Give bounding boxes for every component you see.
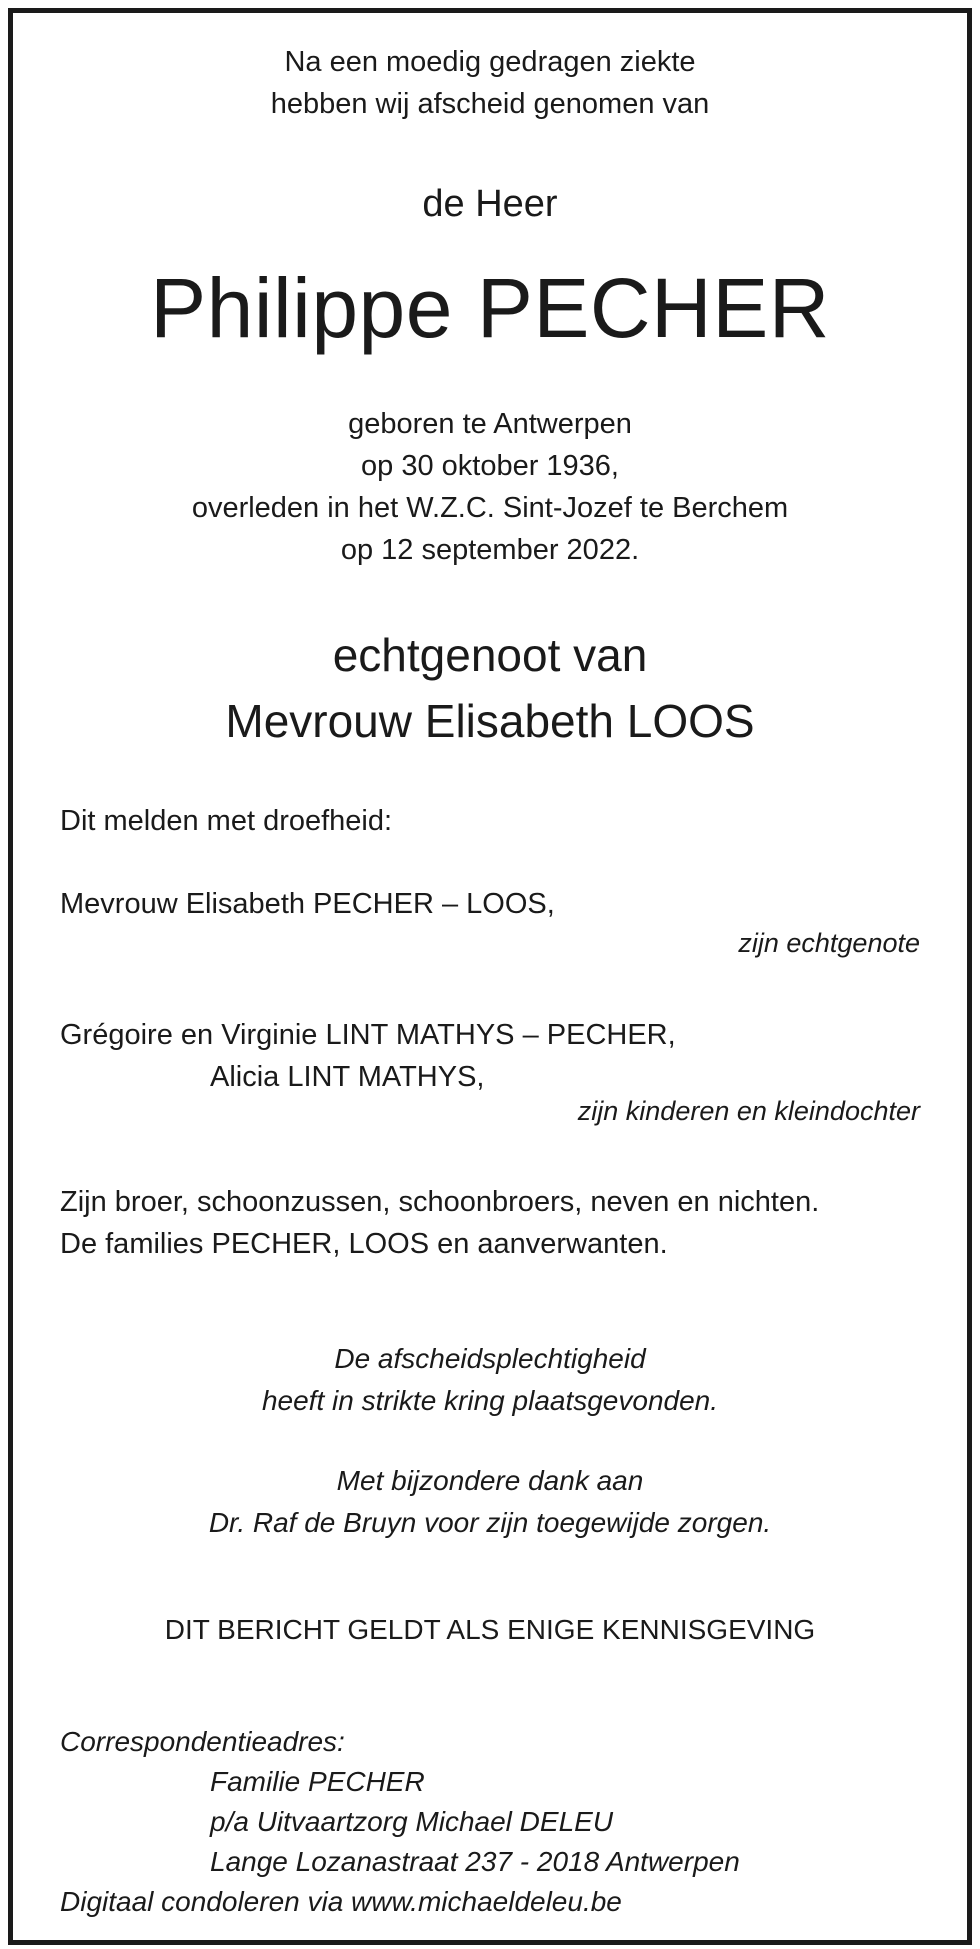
- relatives-line-1: Zijn broer, schoonzussen, schoonbroers, neven en nichten.: [60, 1186, 820, 1218]
- relatives-line-2: De families PECHER, LOOS en aanverwanten.: [60, 1228, 668, 1260]
- children-line-2: Alicia LINT MATHYS,: [210, 1061, 485, 1093]
- announcement: Dit melden met droefheid:: [60, 805, 393, 837]
- correspondence-address: Lange Lozanastraat 237 - 2018 Antwerpen: [210, 1846, 740, 1877]
- wife-name: Mevrouw Elisabeth PECHER – LOOS,: [60, 888, 555, 920]
- death-place: overleden in het W.Z.C. Sint-Jozef te Berchem: [191, 492, 789, 524]
- thanks-line-1: Met bijzondere dank aan: [336, 1465, 644, 1496]
- birth-date: op 30 oktober 1936,: [361, 450, 619, 482]
- correspondence-label: Correspondentieadres:: [60, 1726, 345, 1757]
- spouse-name: Mevrouw Elisabeth LOOS: [225, 695, 755, 747]
- obituary-frame: [8, 8, 972, 1945]
- wife-role: zijn echtgenote: [738, 928, 920, 958]
- correspondence-care-of: p/a Uitvaartzorg Michael DELEU: [210, 1806, 614, 1837]
- honorific: de Heer: [422, 183, 558, 225]
- death-date: op 12 september 2022.: [340, 534, 640, 566]
- thanks-line-2: Dr. Raf de Bruyn voor zijn toegewijde zorgen.: [208, 1507, 772, 1538]
- intro-line-2: hebben wij afscheid genomen van: [270, 88, 710, 120]
- correspondence-family: Familie PECHER: [210, 1766, 425, 1797]
- intro-line-1: Na een moedig gedragen ziekte: [284, 46, 696, 78]
- children-line-1: Grégoire en Virginie LINT MATHYS – PECHER,: [60, 1019, 676, 1051]
- digital-condolence: Digitaal condoleren via www.michaeldeleu.be: [60, 1886, 622, 1917]
- ceremony-line-2: heeft in strikte kring plaatsgevonden.: [261, 1385, 719, 1416]
- birth-place: geboren te Antwerpen: [348, 408, 632, 440]
- deceased-name: Philippe PECHER: [150, 261, 830, 355]
- ceremony-line-1: De afscheidsplechtigheid: [334, 1343, 646, 1374]
- notice: DIT BERICHT GELDT ALS ENIGE KENNISGEVING: [164, 1614, 816, 1645]
- spouse-heading: echtgenoot van: [332, 629, 648, 681]
- children-role: zijn kinderen en kleindochter: [577, 1096, 920, 1126]
